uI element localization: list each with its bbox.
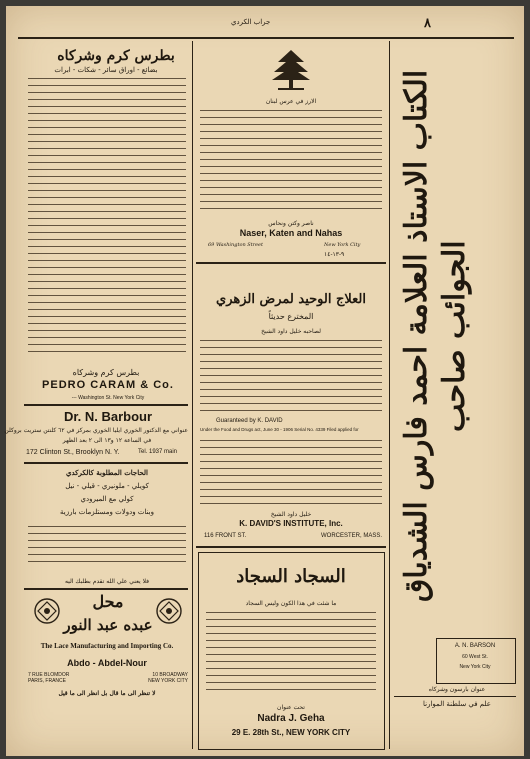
nour-ad-owner: Abdo - Abdel-Nour [67,658,147,668]
remedy-byline: لصاحبه خليل داود الشيخ [261,328,321,335]
nour-ad-footer: لا تنظر الى ما قال بل انظر الى ما قيل [58,690,156,697]
column-divider-right [389,41,390,749]
page-number: ٨ [424,16,431,31]
institute-addr: 116 FRONT ST. [204,533,247,539]
barbour-ad-bottom-rule [24,462,188,464]
carpet-contact: تحت عنوان [277,704,305,711]
right-bottom-rule [394,696,516,697]
carpet-name: Nadra J. Geha [257,713,325,724]
misc-ad-footer: فلا يعني علي الله تقدم بطلبك اليه [64,578,150,585]
carpet-sub: ما شئت في هذا الكون وليس السجاد [245,600,337,607]
remedy-subheading: المخترع حديثاً [268,312,314,321]
misc-ad-line1: كويلي - ملونيري - قيلي - نيل [65,482,149,490]
carpet-body-text [206,612,376,696]
misc-ad-body-text [28,526,186,568]
nour-ad-name: عبده عبد النور [63,616,153,634]
barbour-ad-name: Dr. N. Barbour [63,409,153,424]
caram-ad-subtitle: بضائع - اوراق سائر - شكات - ابرات [54,66,158,74]
remedy-food-drugs: Under the Food and Drugs act, June 30 - 1906 Serial No. 4339 Filed applied for [200,427,359,432]
lebanon-article-date: ٩-١٣-١٤ [324,251,345,258]
lebanon-article-city: New York City [324,242,361,248]
misc-ad-heading: الحاجات المطلوبة كالكركدي [66,468,148,477]
institute-name: K. DAVID'S INSTITUTE, Inc. [239,519,343,528]
middle-rule-1 [196,262,386,264]
newspaper-page [6,6,524,756]
carpet-addr: 29 E. 28th St., NEW YORK CITY [231,728,351,737]
barson-city: New York City [459,664,491,670]
lebanon-article-heading: ناصر وكتن ونحاس [268,220,314,227]
caram-ad-company-en: PEDRO CARAM & Co. [42,379,174,391]
barbour-ad-hours-ar: في الساعة ١٢ و١٣ الى ٢ بعد الظهر [62,437,152,444]
vertical-calligraphy-title: الكتاب الاستاذ العلامة احمد فارس الشدياق الجوائب صاحب [399,69,472,603]
remedy-body-text-2 [200,440,382,510]
barson-addr: 60 West St. [462,654,488,660]
misc-ad-line3: وبنات ودولات ومستلزمات بارزية [60,508,154,516]
remedy-guarantee: Guaranteed by K. DAVID [216,418,283,424]
lebanon-article-addr: 69 Washington Street [208,242,264,248]
column-divider-left [192,41,193,749]
nour-ad-company: The Lace Manufacturing and Importing Co. [40,642,174,650]
barson-footer-2: علم في سلطنة الموارنا [423,700,491,708]
carpet-heading: السجاد السجاد [236,566,346,587]
barbour-ad-text-ar: عنواني مع الدكتور الخوري ايليا الخوري بمركز في ٦٢ كلنتن ستريت بروكلن [4,427,188,434]
barbour-ad-tel: Tel. 1937 main [138,449,178,455]
caram-ad-body-text [28,78,186,358]
caram-ad-footer-ar: بطرس كرم وشركاه [72,368,140,377]
barson-footer: عنوان بارسون وشركاه [428,686,486,693]
remedy-heading: العلاج الوحيد لمرض الزهري [216,292,366,307]
remedy-sold-by: خليل داود الشيخ [270,511,312,518]
caram-ad-bottom-rule [24,404,188,406]
header-rule [18,37,514,39]
cedar-caption: الارز في عرس لبنان [265,98,317,105]
misc-ad-line2: كولي مع الميرودي [80,495,134,503]
misc-ad-bottom-rule [24,588,188,590]
cedar-tree-image [268,46,314,92]
nour-ad-addr-right: 10 BROADWAY NEW YORK CITY [148,672,188,684]
lebanon-article-text [200,110,382,215]
nour-ad-shop: محل [92,592,124,611]
caram-ad-company-sub: --- Washington St. New York City [71,395,145,401]
middle-rule-2 [196,546,386,548]
masthead-title: جراب الكردي [231,18,271,26]
institute-city: WORCESTER, MASS. [320,533,382,539]
caram-ad-title: بطرس كرم وشركاه [57,48,175,64]
barbour-ad-address: 172 Clinton St., Brooklyn N. Y. [26,449,120,456]
remedy-body-text [200,340,382,417]
barson-name: A. N. BARSON [454,643,496,649]
nour-ad-addr-left: 7 RUE BLOMDOR PARIS, FRANCE [28,672,70,684]
lebanon-article-en: Naser, Katen and Nahas [239,228,343,238]
